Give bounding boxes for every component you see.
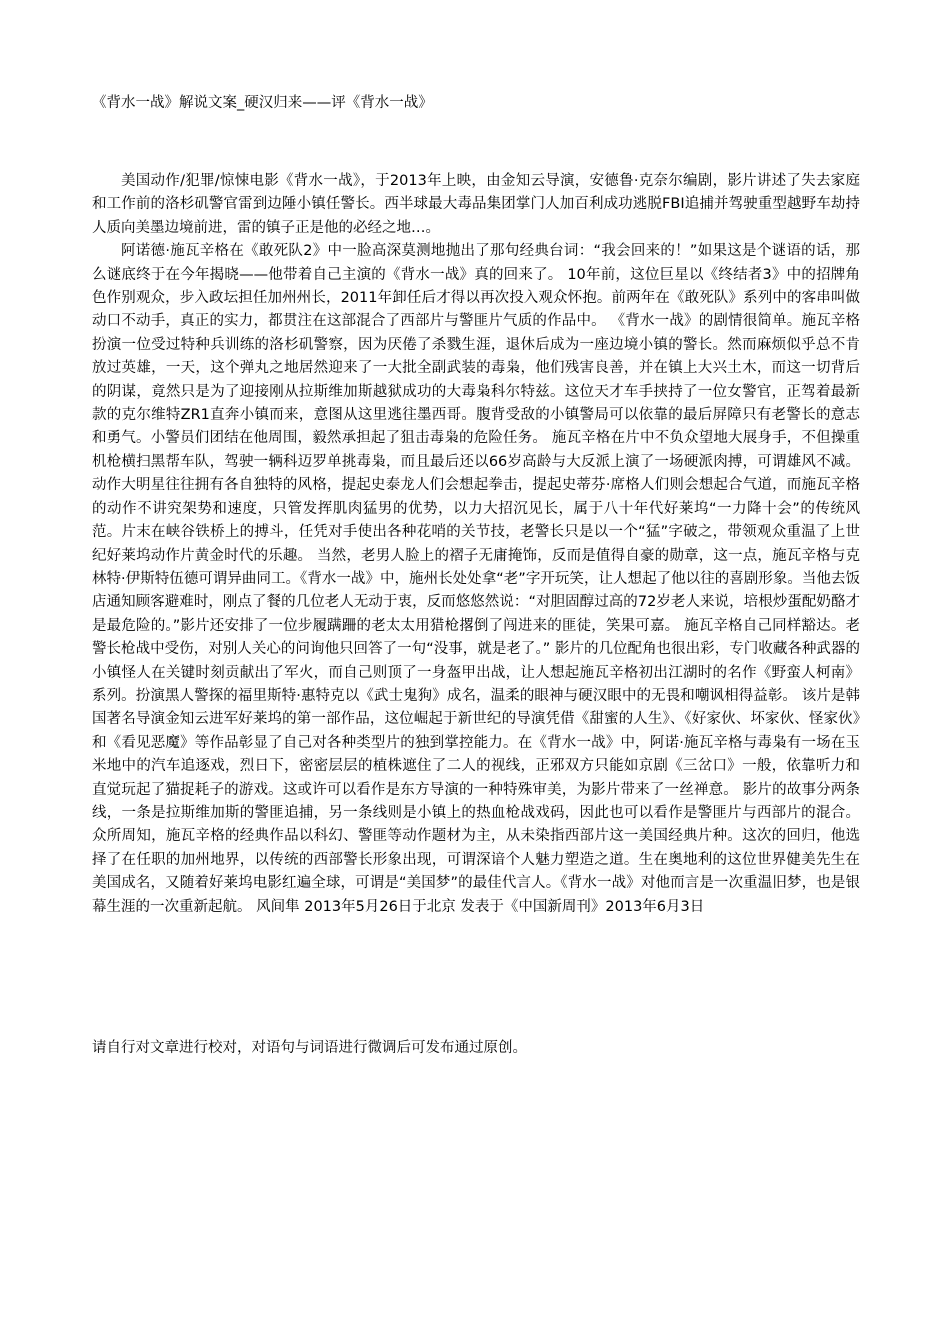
document-title: 《背水一战》解说文案_硬汉归来——评《背水一战》	[92, 95, 433, 111]
footer-note: 请自行对文章进行校对，对语句与词语进行微调后可发布通过原创。	[92, 1040, 527, 1056]
article-body	[92, 170, 860, 919]
article-paragraph-1: 美国动作/犯罪/惊悚电影《背水一战》，于2013年上映，由金知云导演，安德鲁·克奈尔编剧，影片讲述了失去家庭和工作前的洛杉矶警官雷到边陲小镇任警长。西半球最大毒品集团掌门人加百利成功逃脱FBI追捕并驾驶重型越野车劫持人质向美墨边境前进，雷的镇子正是他的必经之地…。	[92, 173, 860, 236]
article-paragraph-2: 阿诺德·施瓦辛格在《敢死队2》中一脸高深莫测地抛出了那句经典台词：“我会回来的！”如果这是个谜语的话，那么谜底终于在今年揭晓——他带着自己主演的《背水一战》真的回来了。 10年前，这位巨星以《终结者3》中的招牌角色作别观众，步入政坛担任加州州长，2011年卸任后才得以再次投入观众怀抱。前两年在《敢死队》系列中的客串叫做动口不动手，真正的实力，都贯注在这部混合了西部片与警匪片气质的作品中。 《背水一战》的剧情很简单。施瓦辛格扮演一位受过特种兵训练的洛杉矶警察，因为厌倦了杀戮生涯，退休后成为一座边境小镇的警长。然而麻烦似乎总不肯放过英雄，一天，这个弹丸之地居然迎来了一大批全副武装的毒枭，他们残害良善，并在镇上大兴土木，而这一切背后的阴谋，竟然只是为了迎接刚从拉斯维加斯越狱成功的大毒枭科尔特兹。这位天才车手挟持了一位女警官，正驾着最新款的克尔维特ZR1直奔小镇而来，意图从这里逃往墨西哥。腹背受敌的小镇警局可以依靠的最后屏障只有老警长的意志和勇气。小警员们团结在他周围，毅然承担起了狙击毒枭的危险任务。 施瓦辛格在片中不负众望地大展身手，不但操重机枪横扫黑帮车队，驾驶一辆科迈罗单挑毒枭，而且最后还以66岁高龄与大反派上演了一场硬派肉搏，可谓雄风不减。动作大明星往往拥有各自独特的风格，提起史泰龙人们会想起拳击，提起史蒂芬·席格人们则会想起合气道，而施瓦辛格的动作不讲究架势和速度，只管发挥肌肉猛男的优势，以力大招沉见长，属于八十年代好莱坞“一力降十会”的传统风范。片末在峡谷铁桥上的搏斗，任凭对手使出各种花哨的关节技，老警长只是以一个“猛”字破之，带领观众重温了上世纪好莱坞动作片黄金时代的乐趣。 当然，老男人脸上的褶子无庸掩饰，反而是值得自豪的勋章，这一点，施瓦辛格与克林特·伊斯特伍德可谓异曲同工。《背水一战》中，施州长处处拿“老”字开玩笑，让人想起了他以往的喜剧形象。当他去饭店通知顾客避难时，刚点了餐的几位老人无动于衷，反而悠悠然说：“对胆固醇过高的72岁老人来说，培根炒蛋配奶酪才是最危险的。”影片还安排了一位步履蹒跚的老太太用猎枪撂倒了闯进来的匪徒，笑果可嘉。 施瓦辛格自己同样豁达。老警长枪战中受伤，对别人关心的问询他只回答了一句“没事，就是老了。” 影片的几位配角也很出彩，专门收藏各种武器的小镇怪人在关键时刻贡献出了军火，而自己则顶了一身盔甲出战，让人想起施瓦辛格初出江湖时的名作《野蛮人柯南》系列。扮演黑人警探的福里斯特·惠特克以《武士鬼狗》成名，温柔的眼神与硬汉眼中的无畏和嘲讽相得益彰。 该片是韩国著名导演金知云进军好莱坞的第一部作品，这位崛起于新世纪的导演凭借《甜蜜的人生》、《好家伙、坏家伙、怪家伙》和《看见恶魔》等作品彰显了自己对各种类型片的独到掌控能力。在《背水一战》中，阿诺·施瓦辛格与毒枭有一场在玉米地中的汽车追逐戏，烈日下，密密层层的植株遮住了二人的视线，正邪双方只能如京剧《三岔口》一般，依靠听力和直觉玩起了猫捉耗子的游戏。这或许可以看作是东方导演的一种特殊审美，为影片带来了一丝禅意。 影片的故事分两条线，一条是拉斯维加斯的警匪追捕，另一条线则是小镇上的热血枪战戏码，因此也可以看作是警匪片与西部片的混合。众所周知，施瓦辛格的经典作品以科幻、警匪等动作题材为主，从未染指西部片这一美国经典片种。这次的回归，他选择了在任职的加州地界，以传统的西部警长形象出现，可谓深谙个人魅力塑造之道。生在奥地利的这位世界健美先生在美国成名，又随着好莱坞电影红遍全球，可谓是“美国梦”的最佳代言人。《背水一战》对他而言是一次重温旧梦，也是银幕生涯的一次重新起航。 风间隼 2013年5月26日于北京 发表于《中国新周刊》2013年6月3日	[92, 243, 860, 915]
